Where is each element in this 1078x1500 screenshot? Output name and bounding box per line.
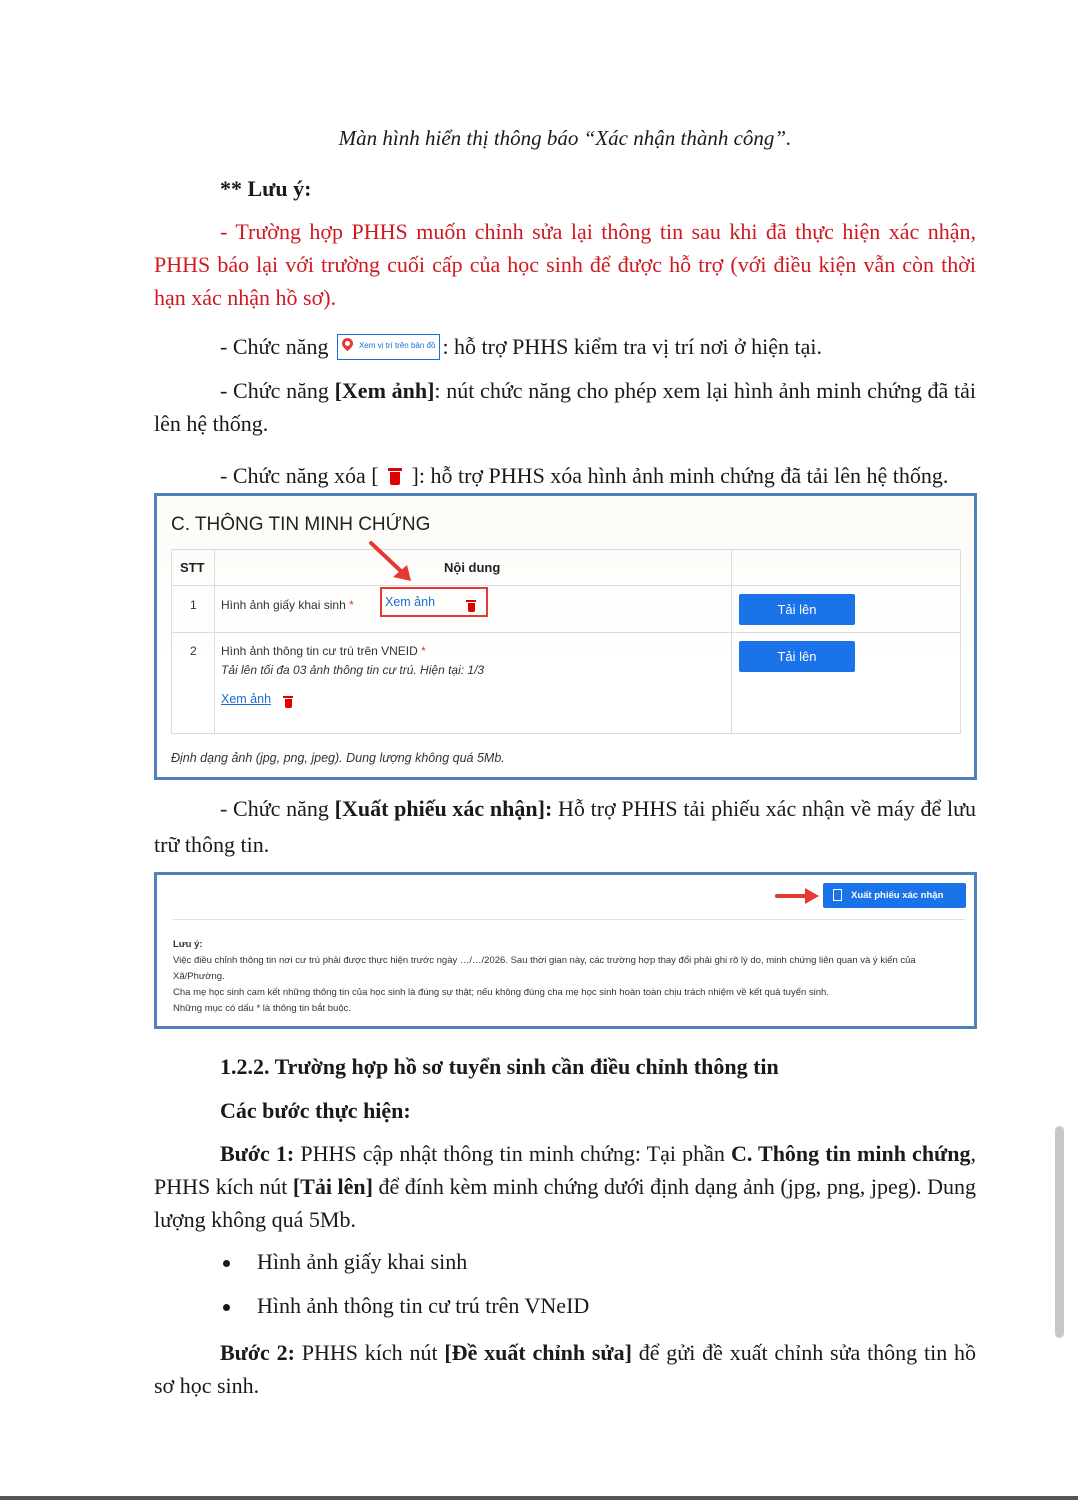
row-1-trash-icon[interactable] [466,600,476,612]
view-map-button: Xem vị trí trên bản đồ [337,334,440,360]
page-bottom-edge [0,1496,1078,1500]
delete-function-line: - Chức năng xóa [ ]: hỗ trợ PHHS xóa hình ảnh minh chứng đã tải lên hệ thống. [220,463,949,488]
note-line-1: Việc điều chỉnh thông tin nơi cư trú phải được thực hiện trước ngày …/…/2026. Sau thời gian này, các trường hợp thay đổi phải ghi rõ lý do, minh chứng liên quan và ý kiến của Xã/Phường. [173,955,916,982]
row-2-label: Hình ảnh thông tin cư trú trên VNEID * [221,644,426,658]
steps-heading: Các bước thực hiện: [220,1098,411,1123]
evidence-table [171,549,961,734]
image-format-note: Định dạng ảnh (jpg, png, jpeg). Dung lượng không quá 5Mb. [171,751,505,765]
note-line-3: Những mục có dấu * là thông tin bắt buộc. [173,1003,351,1014]
note-title: Lưu ý: [173,939,203,950]
list-item: Hình ảnh thông tin cư trú trên VNeID [154,1284,976,1328]
section-heading: 1.2.2. Trường hợp hồ sơ tuyển sinh cần điều chỉnh thông tin [220,1054,779,1079]
row-1-view-image-link[interactable]: Xem ảnh [385,595,436,609]
row-1-stt: 1 [190,598,197,612]
column-header-stt: STT [180,560,205,575]
row-2-view-image-link[interactable]: Xem ảnh [221,692,272,706]
scrollbar[interactable] [1055,1126,1064,1338]
divider [173,919,965,920]
document-icon [833,889,842,901]
row-1-label: Hình ảnh giấy khai sinh * [221,598,354,612]
row-1-upload-button[interactable]: Tải lên [739,594,855,625]
export-function-line: - Chức năng [Xuất phiếu xác nhận]: Hỗ trợ PHHS tải phiếu xác nhận về máy để lưu trữ thông tin. [154,796,977,857]
evidence-section-title: C. THÔNG TIN MINH CHỨNG [171,514,431,535]
highlight-box [380,587,488,617]
step-2-paragraph: Bước 2: PHHS kích nút [Đề xuất chỉnh sửa] để gửi đề xuất chỉnh sửa thông tin hồ sơ học sinh. [154,1340,976,1398]
step-1-paragraph: Bước 1: PHHS cập nhật thông tin minh chứng: Tại phần C. Thông tin minh chứng, PHHS kích nút [Tải lên] để đính kèm minh chứng dưới định dạng ảnh (jpg, png, jpeg). Dung lượng không quá 5Mb. [154,1141,976,1232]
evidence-section-screenshot [154,493,977,780]
note-line-2: Cha mẹ học sinh cam kết những thông tin của học sinh là đúng sự thật; nếu không đúng cha mẹ học sinh hoàn toàn chịu trách nhiệm về kết quả tuyển sinh. [173,987,829,998]
map-pin-icon [340,336,356,352]
row-2-upload-button[interactable]: Tải lên [739,641,855,672]
column-header-content: Nội dung [444,560,501,575]
note-red-paragraph: - Trường hợp PHHS muốn chỉnh sửa lại thông tin sau khi đã thực hiện xác nhận, PHHS báo lại với trường cuối cấp của học sinh để được hỗ trợ (với điều kiện vẫn còn thời hạn xác nhận hồ sơ). [154,219,976,310]
export-confirmation-button[interactable]: Xuất phiếu xác nhận [823,883,966,908]
row-2-hint: Tải lên tối đa 03 ảnh thông tin cư trú. Hiện tại: 1/3 [221,663,485,677]
figure-caption: Màn hình hiển thị thông báo “Xác nhận thành công”. [338,126,792,150]
row-2-trash-icon[interactable] [283,696,293,708]
export-screenshot [154,872,977,1029]
map-function-line: - Chức năng Xem vị trí trên bản đồ : hỗ trợ PHHS kiểm tra vị trí nơi ở hiện tại. [220,334,822,359]
trash-icon [388,468,402,485]
red-arrow-icon [775,886,821,906]
bullet-list [154,1240,976,1328]
row-2-stt: 2 [190,644,197,658]
red-arrow-icon [367,539,417,585]
note-heading: ** Lưu ý: [220,176,312,201]
list-item: Hình ảnh giấy khai sinh [154,1240,976,1284]
view-image-function-line: - Chức năng [Xem ảnh]: nút chức năng cho phép xem lại hình ảnh minh chứng đã tải lên hệ thống. [154,378,977,436]
